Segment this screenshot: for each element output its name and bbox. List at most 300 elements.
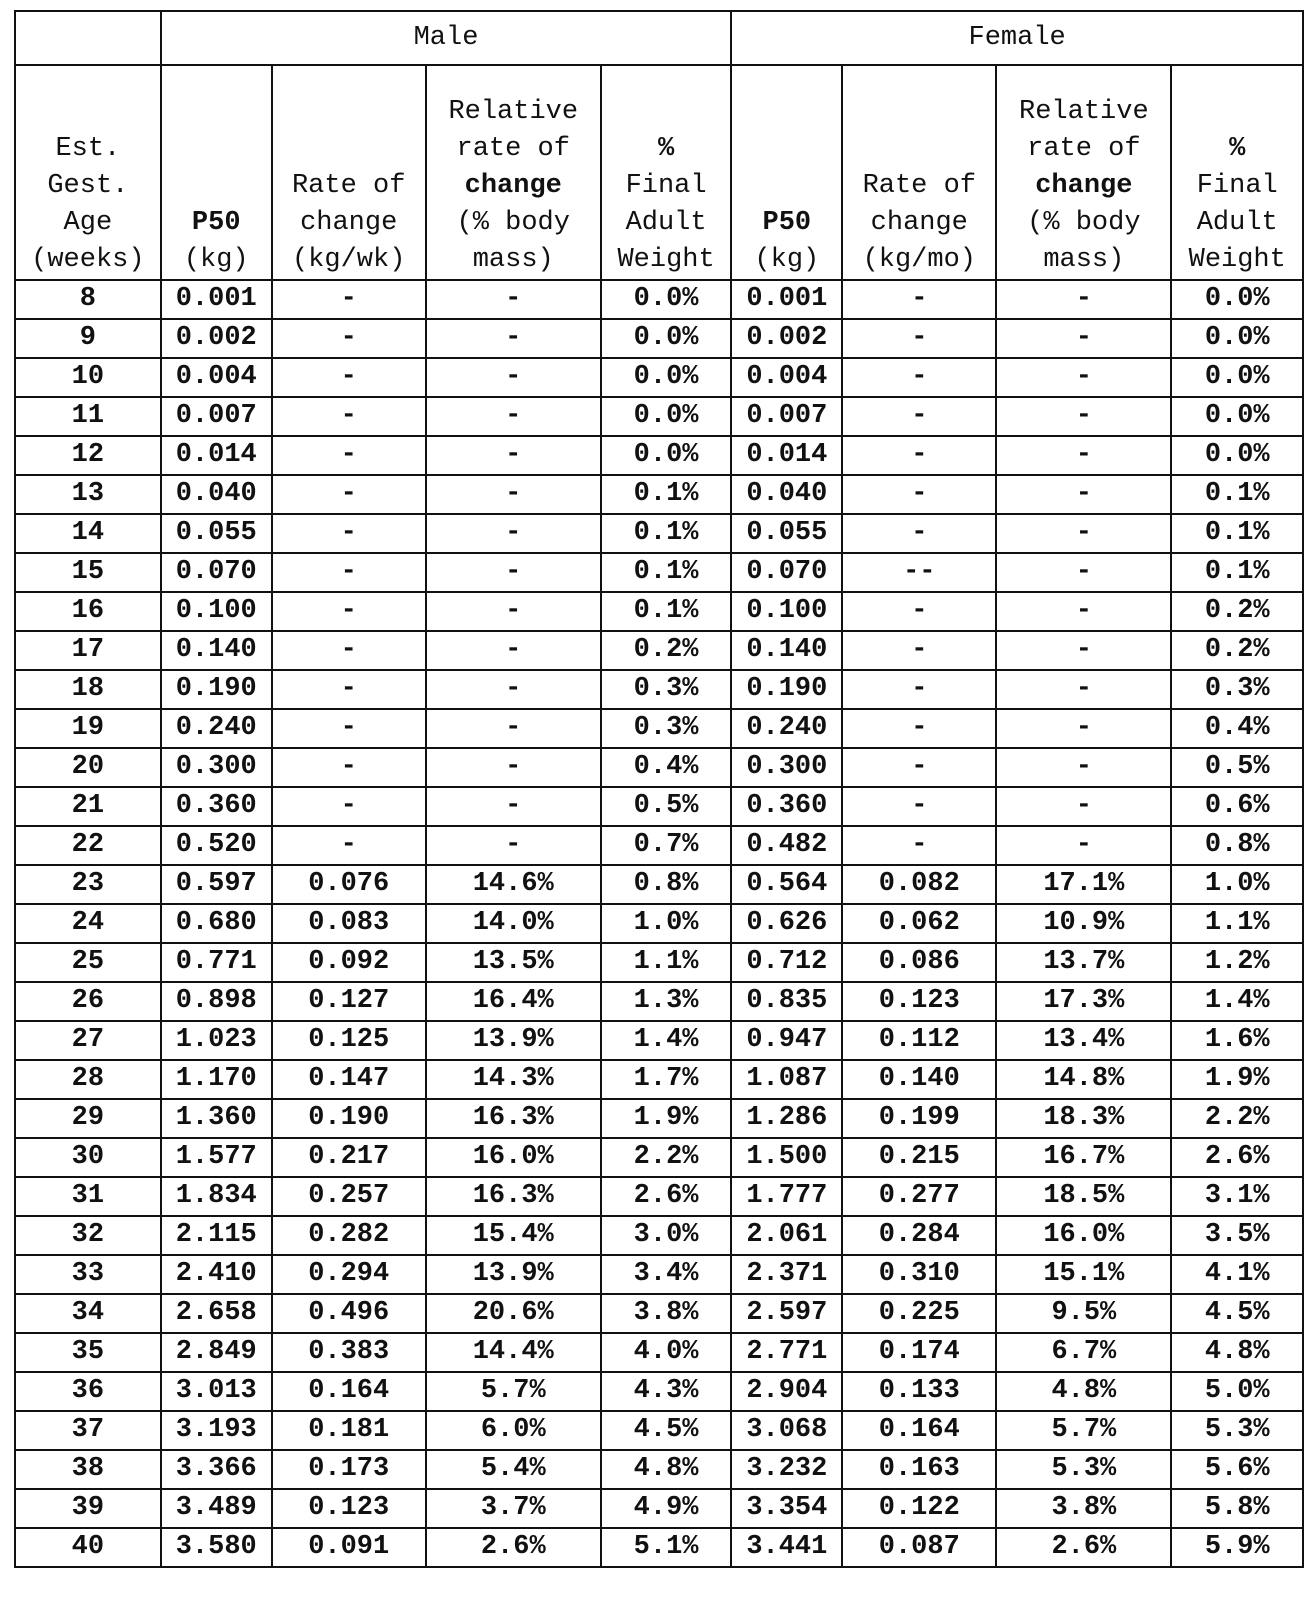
female-p50-cell: 0.300 — [731, 748, 842, 787]
female-rate-cell: 0.122 — [842, 1489, 996, 1528]
female-relative-cell: - — [996, 436, 1171, 475]
female-relative-cell: - — [996, 358, 1171, 397]
female-final-cell: 5.6% — [1171, 1450, 1303, 1489]
female-p50-cell: 2.061 — [731, 1216, 842, 1255]
male-group-header: Male — [161, 11, 732, 65]
female-p50-cell: 0.482 — [731, 826, 842, 865]
table-row — [15, 865, 1303, 904]
female-relative-cell: - — [996, 319, 1171, 358]
male-relative-cell: 3.7% — [426, 1489, 601, 1528]
male-relative-cell: 14.0% — [426, 904, 601, 943]
male-final-cell: 3.0% — [601, 1216, 731, 1255]
male-relative-cell: 16.3% — [426, 1177, 601, 1216]
female-final-cell: 4.5% — [1171, 1294, 1303, 1333]
male-p50-cell: 2.849 — [161, 1333, 272, 1372]
female-rate-cell: 0.123 — [842, 982, 996, 1021]
table-row — [15, 826, 1303, 865]
male-final-cell: 0.0% — [601, 397, 731, 436]
male-relative-cell: 20.6% — [426, 1294, 601, 1333]
male-final-cell: 0.1% — [601, 553, 731, 592]
age-cell: 36 — [15, 1372, 161, 1411]
age-cell: 35 — [15, 1333, 161, 1372]
female-rate-cell: 0.112 — [842, 1021, 996, 1060]
male-rate-cell: 0.294 — [272, 1255, 426, 1294]
male-rate-cell: - — [272, 748, 426, 787]
male-final-cell: 3.4% — [601, 1255, 731, 1294]
male-relative-cell: 16.3% — [426, 1099, 601, 1138]
male-p50-cell: 1.577 — [161, 1138, 272, 1177]
female-final-cell: 0.2% — [1171, 592, 1303, 631]
female-relative-cell: - — [996, 670, 1171, 709]
female-rate-cell: - — [842, 358, 996, 397]
table-row — [15, 514, 1303, 553]
male-p50-cell: 0.055 — [161, 514, 272, 553]
table-row — [15, 1528, 1303, 1567]
male-final-cell: 0.3% — [601, 709, 731, 748]
age-cell: 12 — [15, 436, 161, 475]
female-relative-cell: 10.9% — [996, 904, 1171, 943]
female-final-cell: 1.1% — [1171, 904, 1303, 943]
table-row — [15, 280, 1303, 319]
female-final-cell: 0.4% — [1171, 709, 1303, 748]
female-final-cell: 1.9% — [1171, 1060, 1303, 1099]
table-row — [15, 592, 1303, 631]
female-relative-cell: - — [996, 280, 1171, 319]
male-final-cell: 0.1% — [601, 514, 731, 553]
age-cell: 14 — [15, 514, 161, 553]
table-row — [15, 982, 1303, 1021]
female-p50-cell: 2.771 — [731, 1333, 842, 1372]
male-relative-cell: 16.0% — [426, 1138, 601, 1177]
age-cell: 27 — [15, 1021, 161, 1060]
female-p50-cell: 0.014 — [731, 436, 842, 475]
age-cell: 9 — [15, 319, 161, 358]
male-final-cell: 1.0% — [601, 904, 731, 943]
female-final-cell: 5.8% — [1171, 1489, 1303, 1528]
male-rate-cell: 0.123 — [272, 1489, 426, 1528]
male-p50-cell: 0.070 — [161, 553, 272, 592]
male-final-cell: 0.7% — [601, 826, 731, 865]
female-p50-cell: 3.354 — [731, 1489, 842, 1528]
female-rate-cell: - — [842, 475, 996, 514]
male-rate-header: Rate of change (kg/wk) — [272, 65, 426, 280]
female-p50-cell: 1.087 — [731, 1060, 842, 1099]
age-cell: 17 — [15, 631, 161, 670]
female-p50-cell: 0.140 — [731, 631, 842, 670]
male-p50-cell: 0.014 — [161, 436, 272, 475]
female-rate-cell: 0.133 — [842, 1372, 996, 1411]
age-cell: 30 — [15, 1138, 161, 1177]
male-p50-cell: 0.240 — [161, 709, 272, 748]
age-cell: 28 — [15, 1060, 161, 1099]
male-final-cell: 3.8% — [601, 1294, 731, 1333]
male-p50-cell: 3.489 — [161, 1489, 272, 1528]
male-final-cell: 0.1% — [601, 475, 731, 514]
male-relative-cell: 14.6% — [426, 865, 601, 904]
male-p50-cell: 0.190 — [161, 670, 272, 709]
male-final-cell: 0.5% — [601, 787, 731, 826]
male-p50-cell: 1.023 — [161, 1021, 272, 1060]
age-cell: 18 — [15, 670, 161, 709]
male-p50-cell: 0.004 — [161, 358, 272, 397]
female-p50-cell: 3.232 — [731, 1450, 842, 1489]
male-p50-cell: 0.597 — [161, 865, 272, 904]
male-rate-cell: 0.127 — [272, 982, 426, 1021]
table-row — [15, 358, 1303, 397]
age-cell: 16 — [15, 592, 161, 631]
age-cell: 39 — [15, 1489, 161, 1528]
table-row — [15, 436, 1303, 475]
male-p50-cell: 0.898 — [161, 982, 272, 1021]
female-p50-cell: 1.777 — [731, 1177, 842, 1216]
female-rate-cell: 0.215 — [842, 1138, 996, 1177]
male-rate-cell: - — [272, 787, 426, 826]
male-final-cell: 0.0% — [601, 280, 731, 319]
female-rate-cell: 0.174 — [842, 1333, 996, 1372]
female-rate-cell: - — [842, 436, 996, 475]
male-relative-cell: - — [426, 592, 601, 631]
age-cell: 25 — [15, 943, 161, 982]
male-relative-cell: - — [426, 319, 601, 358]
female-relative-cell: - — [996, 748, 1171, 787]
female-rate-cell: - — [842, 319, 996, 358]
female-p50-cell: 0.564 — [731, 865, 842, 904]
male-rate-cell: 0.076 — [272, 865, 426, 904]
table-row — [15, 1177, 1303, 1216]
table-row — [15, 904, 1303, 943]
male-final-cell: 4.5% — [601, 1411, 731, 1450]
table-row — [15, 787, 1303, 826]
female-rate-cell: -- — [842, 553, 996, 592]
male-p50-cell: 2.115 — [161, 1216, 272, 1255]
female-final-cell: 3.1% — [1171, 1177, 1303, 1216]
female-relative-cell: 4.8% — [996, 1372, 1171, 1411]
female-relative-cell: 5.7% — [996, 1411, 1171, 1450]
female-rate-cell: - — [842, 397, 996, 436]
age-cell: 15 — [15, 553, 161, 592]
male-rate-cell: 0.181 — [272, 1411, 426, 1450]
female-final-cell: 0.0% — [1171, 319, 1303, 358]
male-p50-cell: 1.360 — [161, 1099, 272, 1138]
female-p50-cell: 0.002 — [731, 319, 842, 358]
table-row — [15, 319, 1303, 358]
female-p50-cell: 3.068 — [731, 1411, 842, 1450]
male-final-header: % Final Adult Weight — [601, 65, 731, 280]
table-row — [15, 748, 1303, 787]
age-cell: 13 — [15, 475, 161, 514]
male-relative-cell: 5.4% — [426, 1450, 601, 1489]
female-final-cell: 0.1% — [1171, 514, 1303, 553]
male-rate-cell: 0.257 — [272, 1177, 426, 1216]
female-rate-cell: - — [842, 709, 996, 748]
male-relative-cell: 13.5% — [426, 943, 601, 982]
age-cell: 23 — [15, 865, 161, 904]
female-p50-cell: 0.712 — [731, 943, 842, 982]
female-p50-cell: 0.947 — [731, 1021, 842, 1060]
male-p50-cell: 0.520 — [161, 826, 272, 865]
corner-cell — [15, 11, 161, 65]
female-relative-cell: - — [996, 787, 1171, 826]
male-relative-cell: 6.0% — [426, 1411, 601, 1450]
male-p50-cell: 0.001 — [161, 280, 272, 319]
female-final-cell: 5.9% — [1171, 1528, 1303, 1567]
table-row — [15, 943, 1303, 982]
table-row — [15, 1138, 1303, 1177]
male-relative-cell: 2.6% — [426, 1528, 601, 1567]
female-p50-cell: 0.190 — [731, 670, 842, 709]
female-rate-cell: 0.140 — [842, 1060, 996, 1099]
female-relative-cell: - — [996, 592, 1171, 631]
female-rate-cell: 0.284 — [842, 1216, 996, 1255]
female-p50-cell: 2.597 — [731, 1294, 842, 1333]
male-final-cell: 1.7% — [601, 1060, 731, 1099]
male-relative-cell: - — [426, 826, 601, 865]
male-relative-cell: - — [426, 280, 601, 319]
male-final-cell: 0.8% — [601, 865, 731, 904]
male-final-cell: 0.1% — [601, 592, 731, 631]
female-relative-cell: - — [996, 553, 1171, 592]
male-p50-cell: 0.680 — [161, 904, 272, 943]
male-final-cell: 1.3% — [601, 982, 731, 1021]
age-cell: 34 — [15, 1294, 161, 1333]
male-relative-cell: - — [426, 436, 601, 475]
male-rate-cell: 0.383 — [272, 1333, 426, 1372]
table-row — [15, 1333, 1303, 1372]
table-row — [15, 1216, 1303, 1255]
male-rate-cell: 0.147 — [272, 1060, 426, 1099]
female-rate-cell: 0.310 — [842, 1255, 996, 1294]
age-cell: 20 — [15, 748, 161, 787]
female-relative-cell: 5.3% — [996, 1450, 1171, 1489]
male-rate-cell: 0.173 — [272, 1450, 426, 1489]
male-relative-cell: 14.4% — [426, 1333, 601, 1372]
table-row — [15, 1450, 1303, 1489]
female-rate-cell: 0.062 — [842, 904, 996, 943]
female-rate-cell: 0.164 — [842, 1411, 996, 1450]
male-rate-cell: - — [272, 514, 426, 553]
age-cell: 8 — [15, 280, 161, 319]
male-relative-cell: 5.7% — [426, 1372, 601, 1411]
female-relative-cell: 17.3% — [996, 982, 1171, 1021]
female-p50-cell: 3.441 — [731, 1528, 842, 1567]
male-relative-cell: - — [426, 475, 601, 514]
female-p50-cell: 1.500 — [731, 1138, 842, 1177]
male-p50-cell: 0.007 — [161, 397, 272, 436]
age-cell: 19 — [15, 709, 161, 748]
female-relative-cell: 14.8% — [996, 1060, 1171, 1099]
male-rate-cell: 0.190 — [272, 1099, 426, 1138]
male-relative-cell: 15.4% — [426, 1216, 601, 1255]
male-rate-cell: 0.092 — [272, 943, 426, 982]
male-final-cell: 4.3% — [601, 1372, 731, 1411]
male-p50-cell: 2.410 — [161, 1255, 272, 1294]
male-relative-cell: 14.3% — [426, 1060, 601, 1099]
male-rate-cell: - — [272, 826, 426, 865]
female-final-cell: 4.1% — [1171, 1255, 1303, 1294]
male-relative-cell: - — [426, 787, 601, 826]
female-final-cell: 0.0% — [1171, 397, 1303, 436]
male-relative-cell: - — [426, 553, 601, 592]
male-relative-cell: - — [426, 631, 601, 670]
male-relative-cell: - — [426, 358, 601, 397]
table-row — [15, 709, 1303, 748]
female-final-cell: 0.0% — [1171, 358, 1303, 397]
table-row — [15, 1489, 1303, 1528]
male-final-cell: 0.4% — [601, 748, 731, 787]
growth-data-table — [14, 10, 1304, 1568]
female-relative-header: Relative rate of change (% body mass) — [996, 65, 1171, 280]
female-p50-cell: 0.055 — [731, 514, 842, 553]
group-header-row — [15, 11, 1303, 65]
female-final-cell: 2.6% — [1171, 1138, 1303, 1177]
female-rate-header: Rate of change (kg/mo) — [842, 65, 996, 280]
female-rate-cell: - — [842, 280, 996, 319]
male-final-cell: 0.0% — [601, 358, 731, 397]
female-relative-cell: - — [996, 709, 1171, 748]
female-rate-cell: - — [842, 748, 996, 787]
female-relative-cell: 6.7% — [996, 1333, 1171, 1372]
male-relative-cell: - — [426, 397, 601, 436]
male-p50-cell: 3.193 — [161, 1411, 272, 1450]
male-final-cell: 4.9% — [601, 1489, 731, 1528]
female-p50-cell: 0.626 — [731, 904, 842, 943]
table-row — [15, 1411, 1303, 1450]
male-rate-cell: - — [272, 436, 426, 475]
female-rate-cell: - — [842, 514, 996, 553]
table-body — [15, 280, 1303, 1567]
male-rate-cell: 0.091 — [272, 1528, 426, 1567]
age-cell: 26 — [15, 982, 161, 1021]
age-header: Est. Gest. Age (weeks) — [15, 65, 161, 280]
female-final-cell: 0.0% — [1171, 280, 1303, 319]
female-final-cell: 1.4% — [1171, 982, 1303, 1021]
male-relative-cell: - — [426, 709, 601, 748]
male-p50-cell: 0.040 — [161, 475, 272, 514]
table-row — [15, 670, 1303, 709]
female-p50-cell: 0.007 — [731, 397, 842, 436]
male-rate-cell: - — [272, 280, 426, 319]
female-relative-cell: - — [996, 826, 1171, 865]
male-rate-cell: - — [272, 397, 426, 436]
male-p50-header: P50 (kg) — [161, 65, 272, 280]
table-row — [15, 1372, 1303, 1411]
female-p50-cell: 1.286 — [731, 1099, 842, 1138]
male-rate-cell: 0.496 — [272, 1294, 426, 1333]
male-rate-cell: - — [272, 553, 426, 592]
male-p50-cell: 0.300 — [161, 748, 272, 787]
female-final-cell: 3.5% — [1171, 1216, 1303, 1255]
female-relative-cell: 18.3% — [996, 1099, 1171, 1138]
female-p50-cell: 0.004 — [731, 358, 842, 397]
female-rate-cell: 0.086 — [842, 943, 996, 982]
female-final-header: % Final Adult Weight — [1171, 65, 1303, 280]
female-rate-cell: 0.225 — [842, 1294, 996, 1333]
male-relative-cell: - — [426, 514, 601, 553]
male-p50-cell: 3.580 — [161, 1528, 272, 1567]
female-final-cell: 1.6% — [1171, 1021, 1303, 1060]
male-p50-cell: 2.658 — [161, 1294, 272, 1333]
female-rate-cell: 0.199 — [842, 1099, 996, 1138]
female-relative-cell: 3.8% — [996, 1489, 1171, 1528]
female-relative-cell: 13.4% — [996, 1021, 1171, 1060]
male-rate-cell: - — [272, 631, 426, 670]
age-cell: 11 — [15, 397, 161, 436]
male-rate-cell: 0.217 — [272, 1138, 426, 1177]
female-p50-cell: 0.100 — [731, 592, 842, 631]
female-final-cell: 5.0% — [1171, 1372, 1303, 1411]
female-p50-header: P50 (kg) — [731, 65, 842, 280]
table-row — [15, 631, 1303, 670]
female-relative-cell: 17.1% — [996, 865, 1171, 904]
female-relative-cell: 16.7% — [996, 1138, 1171, 1177]
female-group-header: Female — [731, 11, 1303, 65]
female-final-cell: 0.8% — [1171, 826, 1303, 865]
female-final-cell: 1.0% — [1171, 865, 1303, 904]
male-relative-cell: - — [426, 670, 601, 709]
age-cell: 37 — [15, 1411, 161, 1450]
table-row — [15, 475, 1303, 514]
male-rate-cell: 0.282 — [272, 1216, 426, 1255]
female-rate-cell: - — [842, 670, 996, 709]
male-p50-cell: 0.140 — [161, 631, 272, 670]
male-p50-cell: 3.366 — [161, 1450, 272, 1489]
female-p50-cell: 0.240 — [731, 709, 842, 748]
male-relative-cell: 13.9% — [426, 1255, 601, 1294]
table-row — [15, 397, 1303, 436]
table-row — [15, 553, 1303, 592]
age-cell: 21 — [15, 787, 161, 826]
male-final-cell: 1.4% — [601, 1021, 731, 1060]
male-final-cell: 4.0% — [601, 1333, 731, 1372]
female-rate-cell: 0.082 — [842, 865, 996, 904]
male-relative-cell: 16.4% — [426, 982, 601, 1021]
female-relative-cell: - — [996, 475, 1171, 514]
female-p50-cell: 0.835 — [731, 982, 842, 1021]
male-rate-cell: - — [272, 475, 426, 514]
male-rate-cell: 0.164 — [272, 1372, 426, 1411]
age-cell: 24 — [15, 904, 161, 943]
table-row — [15, 1021, 1303, 1060]
female-rate-cell: - — [842, 826, 996, 865]
male-relative-cell: - — [426, 748, 601, 787]
column-header-row — [15, 65, 1303, 280]
female-final-cell: 0.6% — [1171, 787, 1303, 826]
male-rate-cell: 0.083 — [272, 904, 426, 943]
female-final-cell: 0.5% — [1171, 748, 1303, 787]
male-final-cell: 2.6% — [601, 1177, 731, 1216]
female-final-cell: 0.2% — [1171, 631, 1303, 670]
female-final-cell: 0.0% — [1171, 436, 1303, 475]
female-rate-cell: - — [842, 787, 996, 826]
male-p50-cell: 0.002 — [161, 319, 272, 358]
male-p50-cell: 1.834 — [161, 1177, 272, 1216]
female-relative-cell: - — [996, 631, 1171, 670]
male-final-cell: 2.2% — [601, 1138, 731, 1177]
male-final-cell: 1.1% — [601, 943, 731, 982]
age-cell: 29 — [15, 1099, 161, 1138]
female-p50-cell: 0.360 — [731, 787, 842, 826]
female-rate-cell: 0.277 — [842, 1177, 996, 1216]
female-rate-cell: 0.163 — [842, 1450, 996, 1489]
female-relative-cell: 2.6% — [996, 1528, 1171, 1567]
age-cell: 40 — [15, 1528, 161, 1567]
male-final-cell: 5.1% — [601, 1528, 731, 1567]
female-relative-cell: 9.5% — [996, 1294, 1171, 1333]
male-p50-cell: 1.170 — [161, 1060, 272, 1099]
female-p50-cell: 0.040 — [731, 475, 842, 514]
male-rate-cell: - — [272, 709, 426, 748]
female-final-cell: 0.3% — [1171, 670, 1303, 709]
